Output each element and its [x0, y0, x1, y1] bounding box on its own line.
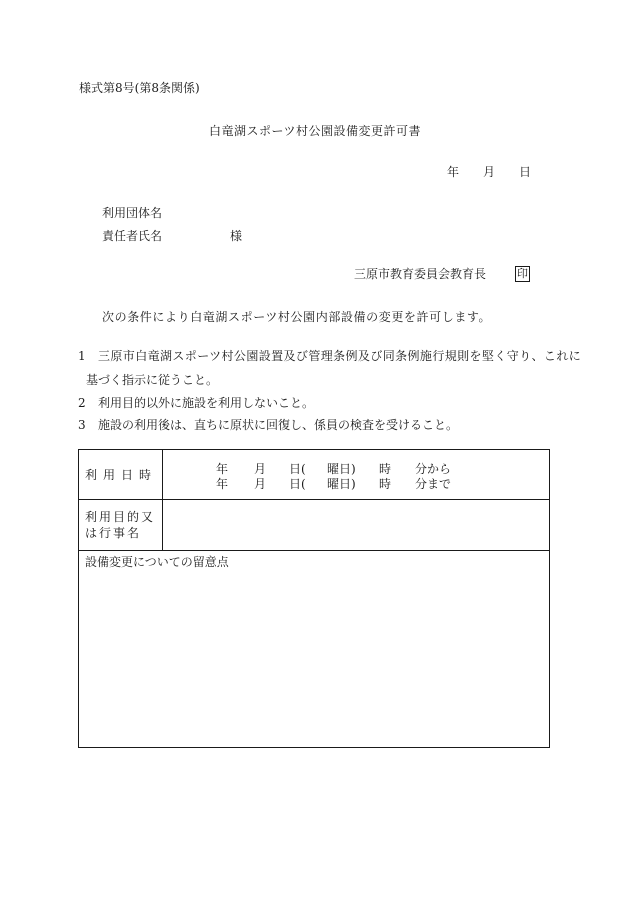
notes-label: 設備変更についての留意点 — [85, 555, 229, 569]
usage-datetime-row — [79, 450, 549, 500]
purpose-label-line2: は行事名 — [85, 526, 142, 540]
usage-table — [78, 449, 550, 748]
condition-number: 1 — [78, 349, 87, 363]
condition-3 — [78, 419, 458, 431]
seal-mark: 印 — [517, 267, 528, 280]
date-month: 月 — [483, 165, 496, 179]
date-day: 日 — [519, 165, 532, 179]
intro-text: 次の条件により白竜湖スポーツ村公園内部設備の変更を許可します。 — [102, 310, 492, 324]
from-minute: 分から — [415, 462, 452, 476]
document-title: 白竜湖スポーツ村公園設備変更許可書 — [208, 124, 422, 138]
purpose-row — [79, 500, 549, 551]
to-day: 日( — [289, 477, 306, 491]
to-minute: 分まで — [415, 477, 452, 491]
usage-datetime-label: 利用日時 — [85, 468, 158, 482]
condition-2 — [78, 397, 314, 409]
condition-1-continued: 基づく指示に従うこと。 — [86, 373, 219, 387]
to-year: 年 — [216, 477, 229, 491]
honorific: 様 — [230, 229, 243, 243]
condition-number: 2 — [78, 396, 86, 410]
from-day: 日( — [289, 462, 306, 476]
column-divider — [162, 450, 163, 499]
from-month: 月 — [254, 462, 267, 476]
condition-text: 利用目的以外に施設を利用しないこと。 — [98, 396, 315, 410]
from-year: 年 — [216, 462, 229, 476]
from-hour: 時 — [379, 462, 392, 476]
to-month: 月 — [254, 477, 267, 491]
usage-to-line — [216, 478, 451, 490]
to-weekday: 曜日) — [327, 477, 356, 491]
condition-text: 施設の利用後は、直ちに原状に回復し、係員の検査を受けること。 — [98, 418, 459, 432]
form-number: 様式第8号(第8条関係) — [79, 81, 200, 95]
from-weekday: 曜日) — [327, 462, 356, 476]
issue-date — [447, 166, 531, 178]
date-year: 年 — [447, 165, 460, 179]
purpose-label-line1: 利用目的又 — [85, 510, 156, 524]
condition-text: 三原市白竜湖スポーツ村公園設置及び管理条例及び同条例施行規則を堅く守り、これに — [98, 349, 582, 363]
to-hour: 時 — [379, 477, 392, 491]
usage-from-line — [216, 463, 451, 475]
column-divider — [162, 500, 163, 550]
org-name-label: 利用団体名 — [102, 206, 163, 220]
responsible-name-label: 責任者氏名 — [102, 229, 163, 243]
condition-1 — [78, 350, 581, 362]
issuer-name: 三原市教育委員会教育長 — [354, 267, 487, 281]
condition-number: 3 — [78, 418, 86, 432]
